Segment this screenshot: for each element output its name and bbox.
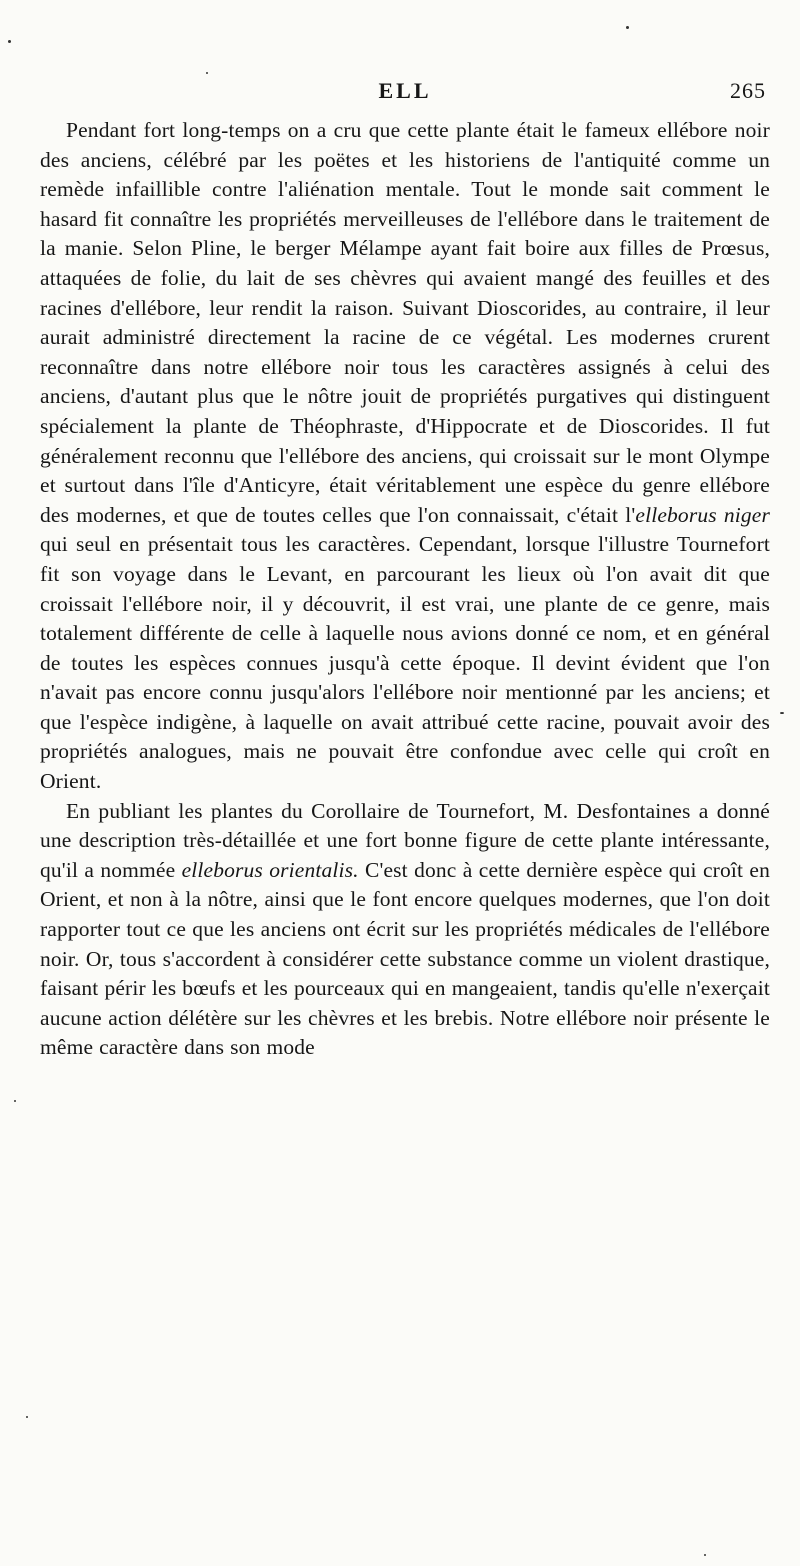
ink-speck [14,1100,16,1102]
paragraph [40,116,770,797]
ink-speck [206,72,208,74]
ink-speck [8,40,11,43]
ink-speck [26,1416,28,1418]
ink-speck [704,1554,706,1556]
text-run: C'est donc à cette dernière espèce qui croît en Orient, et non à la nôtre, ainsi que le font encore quelques modernes, que l'on doit rapporter tout ce que les anciens ont écrit sur les propriétés médicales de l'ellébore noir. Or, tous s'accordent à considérer cette substance comme un violent drastique, faisant périr les bœufs et les pourceaux qui en mangeaient, tandis qu'elle n'exerçait aucune action délétère sur les chèvres et les brebis. Notre ellébore noir présente le même caractère dans son mode [40,857,770,1060]
italic-run: elleborus niger [635,502,770,527]
running-head: ELL [378,78,432,103]
page-body [40,116,770,1063]
ink-speck [626,26,629,29]
text-run: Pendant fort long-temps on a cru que cette plante était le fameux ellébore noir des anciens, célébré par les poëtes et les historiens de l'antiquité comme un remède infaillible contre l'aliénation mentale. Tout le monde sait comment le hasard fit connaître les propriétés merveilleuses de l'ellébore dans le traitement de la manie. Selon Pline, le berger Mélampe ayant fait boire aux filles de Prœsus, attaquées de folie, du lait de ses chèvres qui avaient mangé des feuilles et des racines d'ellébore, leur rendit la raison. Suivant Dioscorides, au contraire, il leur aurait administré directement la racine de ce végétal. Les modernes crurent reconnaître dans notre ellébore noir tous les caractères assignés à celui des anciens, d'autant plus que le nôtre jouit de propriétés purgatives qui distinguent spécialement la plante de Théophraste, d'Hippocrate et de Dioscorides. Il fut généralement reconnu que l'ellébore des anciens, qui croissait sur le mont Olympe et surtout dans l'île d'Anticyre, était véritablement une espèce du genre ellébore des modernes, et que de toutes celles que l'on connaissait, c'était l' [40,118,770,527]
ink-speck [780,712,784,714]
paragraph [40,797,770,1063]
italic-run: elleborus orientalis. [181,857,359,882]
page-header [40,78,770,114]
page-number: 265 [730,78,766,103]
text-run: En publiant les plantes du Corollaire de Tournefort, M. Desfontaines a donné une description très-détaillée et une fort bonne figure de cette plante intéressante, qu'il a nommée [40,798,770,882]
text-run: qui seul en présentait tous les caractères. Cependant, lorsque l'illustre Tournefort fit son voyage dans le Levant, en parcourant les lieux où l'on avait dit que croissait l'ellébore noir, il y découvrit, il est vrai, une plante de ce genre, mais totalement différente de celle à laquelle nous avions donné ce nom, et en général de toutes les espèces connues jusqu'à cette époque. Il devint évident que l'on n'avait pas encore connu jusqu'alors l'ellébore noir mentionné par les anciens; et que l'espèce indigène, à laquelle on avait attribué cette racine, pouvait avoir des propriétés analogues, mais ne pouvait être confondue avec celle qui croît en Orient. [40,532,770,794]
